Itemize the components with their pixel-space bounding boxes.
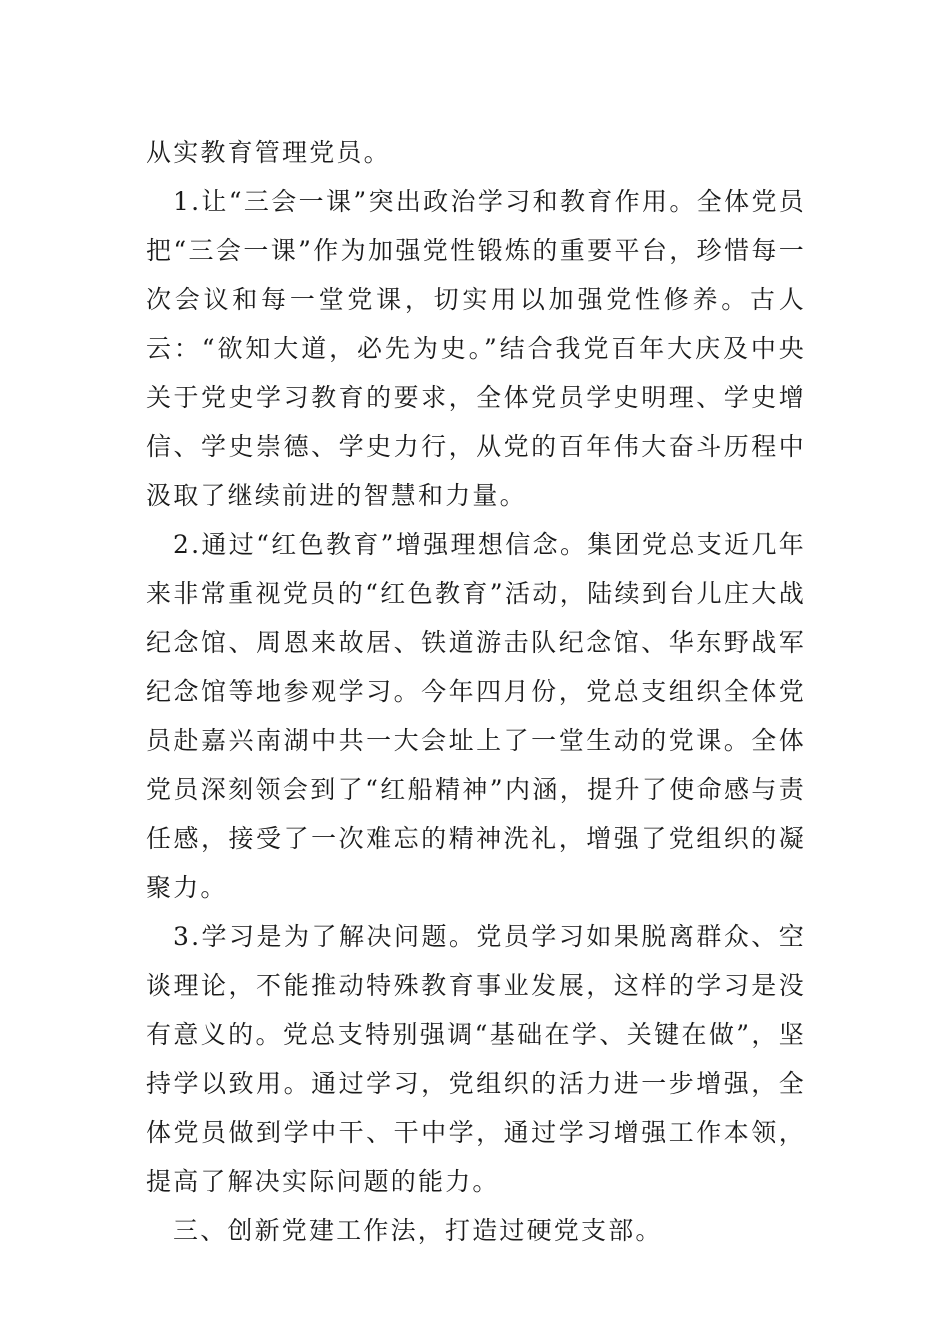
paragraph-item-3: 3.学习是为了解决问题。党员学习如果脱离群众、空谈理论，不能推动特殊教育事业发展，这样的学习是没有意义的。党总支特别强调“基础在学、关键在做”，坚持学以致用。通过学习，党组织的活力进一步增强，全体党员做到学中干、干中学，通过学习增强工作本领，提高了解决实际问题的能力。 xyxy=(146,922,806,1196)
section-heading-3: 三、创新党建工作法，打造过硬党支部。 xyxy=(173,1216,663,1245)
paragraph-item-1: 1.让“三会一课”突出政治学习和教育作用。全体党员把“三会一课”作为加强党性锻炼的重要平台，珍惜每一次会议和每一堂党课，切实用以加强党性修养。古人云：“欲知大道，必先为史。”结合我党百年大庆及中央关于党史学习教育的要求，全体党员学史明理、学史增信、学史崇德、学史力行，从党的百年伟大奋斗历程中汲取了继续前进的智慧和力量。 xyxy=(146,187,806,510)
document-body xyxy=(146,128,806,1255)
paragraph-item-2: 2.通过“红色教育”增强理想信念。集团党总支近几年来非常重视党员的“红色教育”活动，陆续到台儿庄大战纪念馆、周恩来故居、铁道游击队纪念馆、华东野战军纪念馆等地参观学习。今年四月份，党总支组织全体党员赴嘉兴南湖中共一大会址上了一堂生动的党课。全体党员深刻领会到了“红船精神”内涵，提升了使命感与责任感，接受了一次难忘的精神洗礼，增强了党组织的凝聚力。 xyxy=(146,530,806,902)
paragraph-continuation: 从实教育管理党员。 xyxy=(146,138,391,167)
